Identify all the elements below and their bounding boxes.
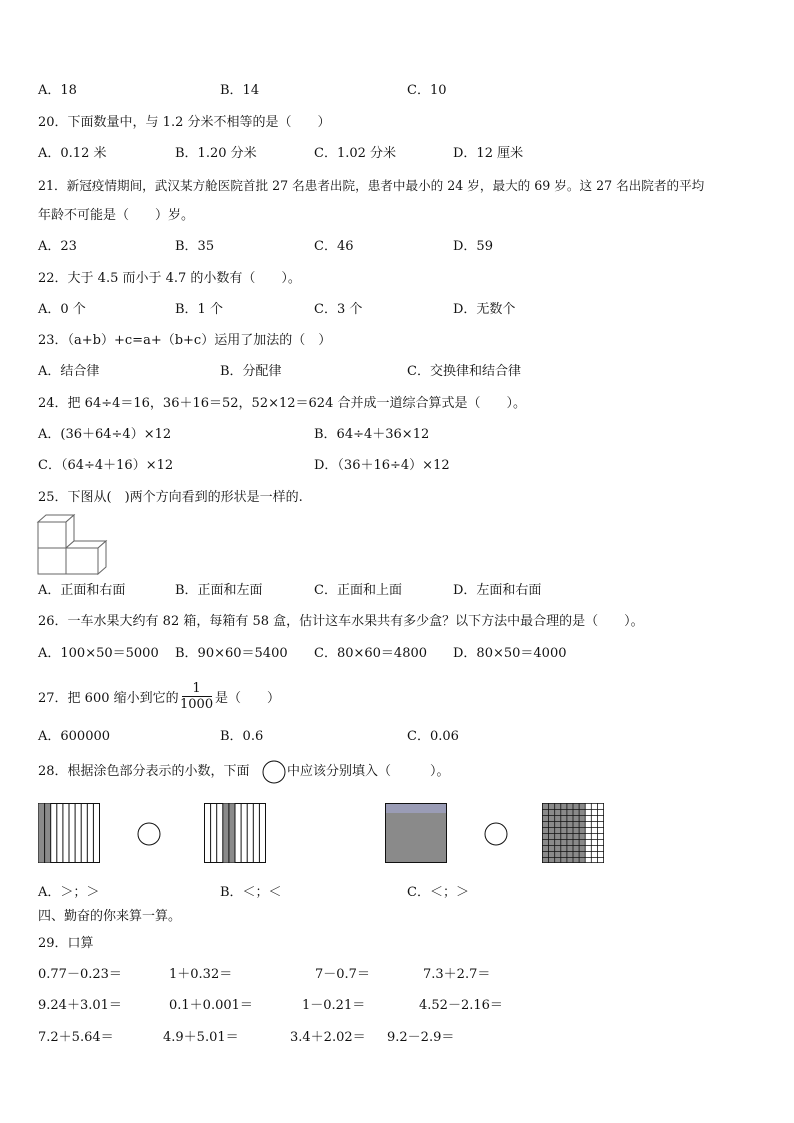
q19-option-b[interactable]: B．14 bbox=[220, 83, 260, 98]
q29-item: 0.1＋0.001＝ bbox=[169, 998, 253, 1013]
q21-stem-line1: 21．新冠疫情期间，武汉某方舱医院首批 27 名患者出院，患者中最小的 24 岁，最大的 69 岁。这 27 名出院者的平均 bbox=[38, 178, 705, 193]
q23-option-a[interactable]: A．结合律 bbox=[38, 364, 100, 379]
q28-figure-1 bbox=[38, 803, 100, 863]
q26-option-b[interactable]: B．90×60＝5400 bbox=[175, 646, 288, 661]
q27-fraction-numerator: 1 bbox=[192, 681, 201, 696]
q26-stem: 26．一车水果大约有 82 箱，每箱有 58 盒，估计这车水果共有多少盒？以下方法中最合理的是（ ）。 bbox=[38, 614, 644, 629]
q27-fraction-denominator: 1000 bbox=[180, 697, 214, 712]
q27-option-c[interactable]: C．0.06 bbox=[407, 729, 459, 744]
q29-stem: 29．口算 bbox=[38, 936, 94, 951]
q21-option-c[interactable]: C．46 bbox=[314, 239, 354, 254]
q28-figure-2 bbox=[204, 803, 266, 863]
q26-option-c[interactable]: C．80×60＝4800 bbox=[314, 646, 428, 661]
q22-option-b[interactable]: B．1 个 bbox=[175, 302, 223, 317]
q29-item: 7.3＋2.7＝ bbox=[423, 967, 491, 982]
q23-stem: 23．（a+b）+c=a+（b+c）运用了加法的（ ） bbox=[38, 333, 332, 348]
q24-option-b[interactable]: B．64÷4＋36×12 bbox=[314, 427, 430, 442]
q28-figure-4 bbox=[542, 803, 604, 863]
q25-option-c[interactable]: C．正面和上面 bbox=[314, 583, 402, 598]
q29-item: 1－0.21＝ bbox=[302, 998, 366, 1013]
q29-item: 4.9＋5.01＝ bbox=[163, 1030, 239, 1045]
q28-stem-before: 28．根据涂色部分表示的小数，下面 bbox=[38, 764, 250, 779]
q29-item: 7－0.7＝ bbox=[315, 967, 370, 982]
q22-stem: 22．大于 4.5 而小于 4.7 的小数有（ ）。 bbox=[38, 271, 301, 286]
q29-item: 9.2－2.9＝ bbox=[387, 1030, 455, 1045]
q22-option-c[interactable]: C．3 个 bbox=[314, 302, 363, 317]
q29-item: 9.24＋3.01＝ bbox=[38, 998, 122, 1013]
q27-stem-after: 是（ ） bbox=[215, 691, 281, 706]
q27-option-a[interactable]: A．600000 bbox=[38, 729, 111, 744]
q26-option-d[interactable]: D．80×50＝4000 bbox=[453, 646, 567, 661]
q27-fraction bbox=[180, 681, 213, 712]
q29-item: 1＋0.32＝ bbox=[169, 967, 233, 982]
q21-option-d[interactable]: D．59 bbox=[453, 239, 493, 254]
q19-option-c[interactable]: C．10 bbox=[407, 83, 447, 98]
q29-item: 7.2＋5.64＝ bbox=[38, 1030, 114, 1045]
q19-option-a[interactable]: A．18 bbox=[38, 83, 77, 98]
q28-option-b[interactable]: B．＜；＜ bbox=[220, 885, 282, 900]
q25-option-b[interactable]: B．正面和左面 bbox=[175, 583, 263, 598]
q21-option-a[interactable]: A．23 bbox=[38, 239, 77, 254]
q29-item: 0.77－0.23＝ bbox=[38, 967, 122, 982]
q20-option-b[interactable]: B．1.20 分米 bbox=[175, 146, 257, 161]
cube-stack-figure bbox=[36, 512, 110, 576]
q23-option-b[interactable]: B．分配律 bbox=[220, 364, 282, 379]
q20-option-a[interactable]: A．0.12 米 bbox=[38, 146, 107, 161]
q28-option-c[interactable]: C．＜；＞ bbox=[407, 885, 469, 900]
q25-option-d[interactable]: D．左面和右面 bbox=[453, 583, 542, 598]
q28-blank-circle-icon bbox=[262, 760, 286, 784]
q22-option-a[interactable]: A．0 个 bbox=[38, 302, 86, 317]
q24-option-c[interactable]: C．（64÷4＋16）×12 bbox=[38, 458, 174, 473]
q29-item: 4.52－2.16＝ bbox=[419, 998, 503, 1013]
q20-option-c[interactable]: C．1.02 分米 bbox=[314, 146, 397, 161]
q27-stem-before: 27．把 600 缩小到它的 bbox=[38, 691, 179, 706]
q26-option-a[interactable]: A．100×50＝5000 bbox=[38, 646, 159, 661]
q24-option-a[interactable]: A．(36＋64÷4）×12 bbox=[38, 427, 172, 442]
q28-compare-circle-2-icon[interactable] bbox=[484, 822, 508, 846]
q28-compare-circle-1-icon[interactable] bbox=[137, 822, 161, 846]
q22-option-d[interactable]: D．无数个 bbox=[453, 302, 516, 317]
q20-option-d[interactable]: D．12 厘米 bbox=[453, 146, 524, 161]
q25-option-a[interactable]: A．正面和右面 bbox=[38, 583, 126, 598]
q28-option-a[interactable]: A．＞；＞ bbox=[38, 885, 100, 900]
section-4-title: 四、勤奋的你来算一算。 bbox=[38, 909, 182, 924]
q21-stem-line2: 年龄不可能是（ ）岁。 bbox=[38, 208, 195, 223]
q28-stem-after: 中应该分别填入（ ）。 bbox=[287, 764, 450, 779]
q24-stem: 24．把 64÷4＝16，36＋16＝52，52×12＝624 合并成一道综合算式是（ ）。 bbox=[38, 396, 526, 411]
q29-item: 3.4＋2.02＝ bbox=[290, 1030, 366, 1045]
q20-stem: 20．下面数量中，与 1.2 分米不相等的是（ ） bbox=[38, 115, 331, 130]
q24-option-d[interactable]: D．（36＋16÷4）×12 bbox=[314, 458, 450, 473]
q28-figure-3 bbox=[385, 803, 447, 863]
q23-option-c[interactable]: C．交换律和结合律 bbox=[407, 364, 521, 379]
q27-option-b[interactable]: B．0.6 bbox=[220, 729, 264, 744]
q21-option-b[interactable]: B．35 bbox=[175, 239, 215, 254]
q25-stem: 25．下图从( )两个方向看到的形状是一样的. bbox=[38, 490, 303, 505]
